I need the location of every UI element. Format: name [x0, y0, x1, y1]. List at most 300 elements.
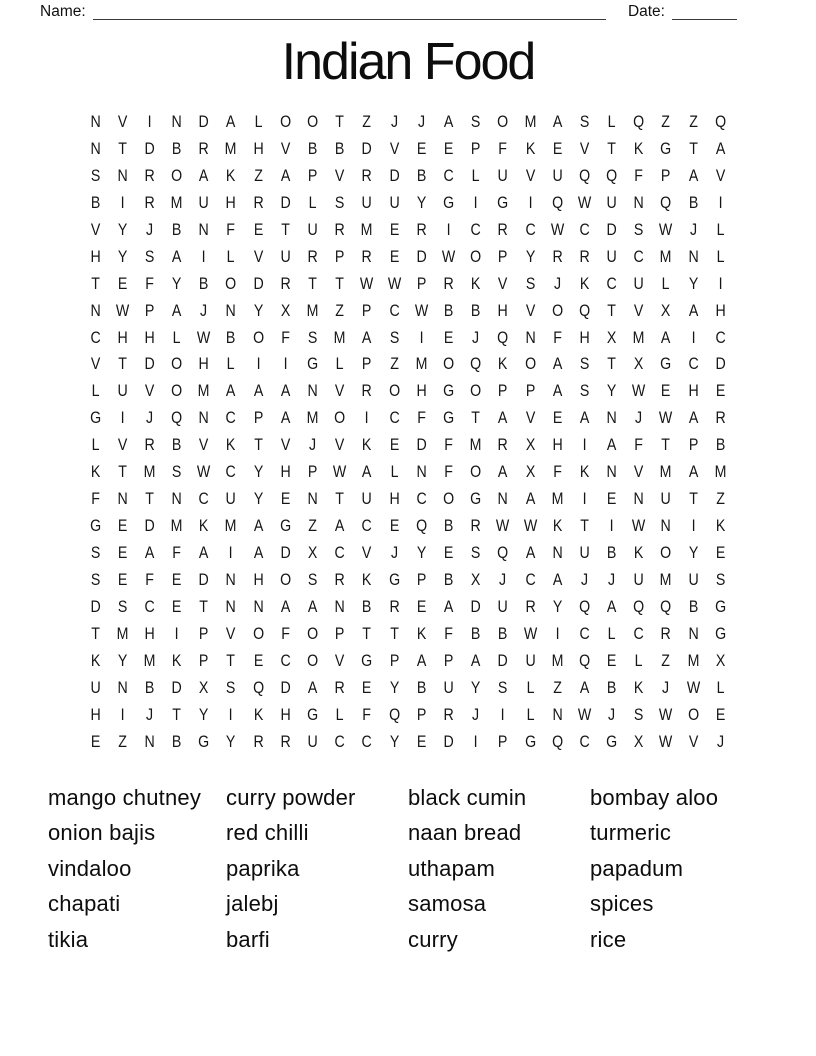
grid-letter: F — [281, 328, 290, 347]
grid-letter: W — [333, 463, 347, 482]
grid-letter: E — [443, 328, 454, 347]
grid-letter: I — [500, 705, 505, 724]
grid-letter: F — [172, 544, 181, 562]
grid-letter: T — [226, 651, 236, 670]
grid-letter: N — [198, 409, 209, 428]
grid-letter: A — [362, 328, 372, 347]
grid-letter: H — [253, 139, 264, 158]
grid-letter: B — [335, 139, 345, 158]
grid-letter: A — [280, 166, 291, 185]
word-list-item: samosa — [408, 891, 487, 916]
word-list-item: tikia — [48, 926, 89, 952]
grid-letter: R — [361, 247, 373, 266]
grid-letter: F — [362, 705, 372, 724]
grid-letter: N — [633, 193, 644, 212]
grid-letter: H — [144, 328, 155, 347]
grid-letter: G — [470, 490, 482, 509]
grid-letter: M — [306, 301, 319, 320]
grid-letter: U — [497, 166, 509, 185]
grid-letter: O — [307, 624, 319, 643]
word-list-item: paprika — [226, 855, 300, 881]
grid-letter: O — [171, 355, 183, 374]
grid-letter: E — [117, 517, 128, 536]
grid-letter: R — [280, 732, 291, 751]
grid-letter: E — [416, 732, 427, 751]
grid-letter: P — [525, 382, 535, 401]
grid-letter: B — [171, 732, 182, 751]
grid-letter: X — [661, 301, 671, 320]
grid-letter: S — [389, 328, 399, 347]
grid-letter: U — [307, 732, 318, 751]
grid-letter: Q — [497, 544, 509, 562]
grid-letter: D — [280, 678, 291, 697]
grid-letter: L — [526, 678, 535, 697]
grid-letter: J — [390, 113, 398, 131]
grid-letter: A — [307, 678, 318, 697]
grid-letter: M — [714, 463, 727, 482]
grid-letter: B — [226, 328, 236, 347]
grid-letter: T — [661, 436, 671, 455]
grid-letter: U — [361, 490, 373, 509]
grid-letter: W — [632, 517, 646, 536]
grid-letter: W — [577, 193, 592, 212]
grid-letter: U — [524, 651, 536, 670]
grid-letter: T — [335, 113, 345, 131]
grid-letter: C — [633, 247, 644, 266]
grid-letter: X — [199, 678, 209, 697]
grid-letter: N — [688, 247, 699, 266]
grid-letter: R — [144, 193, 155, 212]
grid-letter: K — [498, 355, 508, 374]
grid-letter: G — [443, 382, 455, 401]
grid-letter: G — [388, 570, 400, 589]
grid-letter: C — [225, 463, 237, 482]
grid-letter: M — [170, 517, 183, 536]
grid-letter: Y — [416, 544, 427, 562]
grid-letter: E — [253, 220, 263, 239]
grid-letter: A — [470, 651, 481, 670]
grid-row — [82, 163, 735, 190]
grid-letter: Z — [688, 113, 698, 131]
grid-letter: Y — [606, 382, 617, 401]
grid-letter: I — [256, 355, 261, 374]
grid-letter: P — [199, 624, 209, 643]
grid-letter: C — [144, 597, 155, 616]
grid-letter: P — [144, 301, 155, 320]
grid-letter: O — [279, 570, 291, 589]
grid-letter: U — [361, 193, 373, 212]
grid-letter: N — [606, 463, 617, 482]
grid-letter: C — [606, 274, 617, 293]
grid-letter: E — [715, 705, 726, 724]
grid-letter: U — [579, 544, 590, 562]
grid-letter: K — [579, 463, 590, 482]
grid-letter: V — [335, 382, 345, 401]
grid-letter: C — [334, 544, 345, 562]
grid-letter: M — [551, 490, 564, 509]
grid-letter: A — [606, 436, 617, 455]
grid-letter: H — [280, 705, 291, 724]
grid-letter: Y — [117, 247, 128, 266]
grid-letter: S — [579, 382, 590, 401]
grid-letter: C — [470, 220, 481, 239]
grid-letter: P — [498, 732, 508, 751]
grid-letter: H — [89, 247, 101, 266]
grid-letter: V — [280, 436, 291, 455]
grid-letter: D — [389, 166, 400, 185]
grid-letter: I — [555, 624, 560, 643]
grid-letter: G — [279, 517, 291, 536]
word-list-item: onion bajis — [48, 820, 156, 845]
grid-letter: E — [389, 517, 399, 536]
grid-letter: J — [580, 570, 589, 589]
date-blank-line — [672, 6, 737, 20]
grid-letter: F — [444, 624, 453, 643]
grid-letter: I — [229, 544, 234, 562]
grid-letter: Q — [551, 193, 563, 212]
grid-letter: P — [335, 247, 345, 266]
grid-row — [82, 594, 735, 621]
grid-letter: A — [688, 409, 698, 428]
grid-letter: Q — [633, 113, 645, 131]
grid-row — [82, 540, 735, 567]
grid-letter: C — [280, 651, 291, 670]
grid-letter: K — [90, 463, 100, 482]
grid-letter: F — [444, 436, 453, 455]
grid-letter: X — [634, 355, 644, 374]
grid-letter: T — [172, 705, 181, 724]
name-blank-line — [93, 6, 606, 20]
grid-letter: E — [443, 544, 454, 562]
grid-letter: Y — [416, 193, 427, 212]
grid-letter: N — [552, 705, 563, 724]
grid-letter: E — [606, 651, 617, 670]
grid-letter: I — [473, 732, 478, 751]
grid-letter: N — [225, 301, 237, 320]
grid-letter: I — [582, 436, 587, 455]
grid-letter: V — [525, 166, 535, 185]
grid-letter: E — [715, 382, 726, 401]
grid-letter: L — [716, 678, 725, 697]
grid-letter: B — [688, 193, 698, 212]
grid-letter: R — [307, 247, 318, 266]
grid-letter: A — [661, 328, 671, 347]
grid-letter: N — [117, 166, 128, 185]
grid-letter: C — [443, 166, 454, 185]
grid-letter: T — [308, 274, 317, 293]
grid-letter: G — [89, 409, 101, 428]
grid-letter: S — [307, 570, 318, 589]
grid-letter: C — [633, 624, 644, 643]
grid-letter: Y — [688, 274, 698, 293]
grid-letter: K — [634, 678, 644, 697]
grid-letter: A — [307, 597, 318, 616]
grid-letter: I — [473, 193, 478, 212]
grid-letter: O — [307, 651, 319, 670]
grid-letter: W — [523, 624, 537, 643]
grid-letter: M — [551, 651, 564, 670]
grid-letter: N — [89, 139, 101, 158]
grid-letter: Q — [606, 166, 618, 185]
grid-letter: A — [253, 517, 263, 536]
grid-letter: S — [498, 678, 508, 697]
grid-letter: M — [660, 570, 672, 589]
grid-letter: W — [659, 409, 673, 428]
grid-row — [82, 109, 735, 136]
word-list-item: vindaloo — [48, 855, 132, 881]
word-list-item: chapati — [48, 891, 121, 916]
grid-letter: N — [660, 517, 672, 536]
grid-letter: J — [145, 220, 154, 239]
grid-letter: V — [199, 436, 209, 455]
grid-letter: N — [171, 113, 182, 131]
grid-letter: A — [171, 301, 182, 320]
grid-letter: O — [470, 463, 482, 482]
grid-letter: C — [688, 355, 699, 374]
grid-letter: D — [144, 139, 155, 158]
grid-letter: Z — [552, 678, 562, 697]
grid-letter: P — [416, 274, 427, 293]
grid-letter: R — [389, 597, 400, 616]
grid-letter: B — [443, 517, 454, 536]
grid-letter: G — [497, 193, 509, 212]
grid-letter: K — [715, 517, 726, 536]
grid-letter: O — [252, 328, 264, 347]
grid-letter: F — [552, 463, 562, 482]
grid-letter: I — [174, 624, 179, 643]
grid-letter: E — [661, 382, 671, 401]
grid-letter: T — [117, 463, 127, 482]
grid-letter: E — [389, 247, 399, 266]
grid-letter: R — [470, 517, 481, 536]
grid-letter: A — [688, 301, 698, 320]
grid-letter: I — [120, 705, 125, 724]
grid-letter: J — [472, 328, 480, 347]
grid-letter: D — [416, 436, 427, 455]
grid-letter: E — [389, 220, 399, 239]
grid-letter: R — [715, 409, 726, 428]
grid-letter: Q — [171, 409, 183, 428]
grid-letter: R — [280, 274, 291, 293]
grid-letter: N — [688, 624, 699, 643]
grid-letter: V — [144, 382, 155, 401]
grid-letter: T — [281, 220, 290, 239]
grid-row — [82, 486, 735, 513]
grid-letter: Z — [362, 113, 372, 131]
grid-letter: V — [715, 166, 726, 185]
grid-letter: P — [443, 651, 454, 670]
grid-letter: Q — [497, 328, 509, 347]
letter-grid — [82, 109, 735, 756]
grid-letter: F — [634, 166, 644, 185]
grid-letter: A — [199, 166, 209, 185]
grid-letter: M — [469, 436, 482, 455]
grid-letter: U — [307, 220, 318, 239]
grid-letter: F — [444, 463, 453, 482]
grid-letter: Y — [226, 732, 236, 751]
grid-letter: X — [307, 544, 318, 562]
grid-letter: X — [606, 328, 617, 347]
grid-letter: E — [253, 651, 263, 670]
grid-letter: L — [308, 193, 317, 212]
grid-letter: L — [526, 705, 535, 724]
grid-letter: A — [171, 247, 182, 266]
grid-letter: L — [390, 463, 399, 482]
grid-letter: K — [90, 651, 100, 670]
grid-letter: Z — [661, 651, 671, 670]
grid-letter: B — [606, 678, 617, 697]
grid-letter: N — [497, 490, 509, 509]
grid-letter: C — [579, 220, 590, 239]
grid-letter: B — [144, 678, 155, 697]
grid-letter: Z — [308, 517, 317, 536]
grid-letter: V — [335, 436, 345, 455]
grid-letter: O — [252, 624, 264, 643]
grid-letter: M — [170, 193, 183, 212]
grid-letter: Q — [714, 113, 726, 131]
grid-row — [82, 325, 735, 352]
grid-letter: C — [524, 570, 536, 589]
grid-letter: D — [715, 355, 726, 374]
grid-letter: U — [606, 193, 617, 212]
grid-letter: G — [443, 193, 455, 212]
grid-letter: F — [498, 139, 508, 158]
grid-letter: C — [524, 220, 536, 239]
grid-letter: H — [579, 328, 590, 347]
grid-letter: I — [446, 220, 451, 239]
grid-letter: P — [661, 166, 671, 185]
grid-letter: V — [335, 166, 345, 185]
grid-letter: I — [718, 274, 723, 293]
grid-letter: E — [171, 570, 182, 589]
grid-letter: B — [171, 220, 182, 239]
grid-letter: R — [361, 382, 373, 401]
grid-letter: L — [335, 705, 344, 724]
grid-letter: D — [253, 274, 264, 293]
grid-letter: W — [659, 705, 673, 724]
grid-letter: T — [607, 355, 616, 374]
grid-letter: M — [225, 517, 237, 536]
word-list-item: naan bread — [408, 820, 522, 845]
grid-letter: D — [89, 597, 101, 616]
grid-letter: N — [416, 463, 427, 482]
grid-row — [82, 729, 735, 756]
grid-letter: D — [470, 597, 481, 616]
grid-letter: N — [307, 382, 318, 401]
grid-letter: L — [716, 220, 725, 239]
grid-letter: I — [120, 409, 125, 428]
grid-letter: T — [145, 490, 154, 509]
name-label: Name: — [40, 3, 86, 20]
grid-letter: N — [225, 570, 237, 589]
grid-letter: P — [362, 355, 372, 374]
grid-letter: P — [498, 247, 508, 266]
grid-letter: X — [525, 463, 535, 482]
grid-letter: U — [280, 247, 291, 266]
grid-letter: W — [523, 517, 537, 536]
grid-letter: V — [362, 544, 372, 562]
grid-letter: M — [415, 355, 428, 374]
grid-row — [82, 702, 735, 729]
grid-letter: C — [89, 328, 101, 347]
grid-letter: U — [389, 193, 400, 212]
grid-letter: Z — [335, 301, 345, 320]
grid-letter: V — [634, 463, 644, 482]
grid-letter: I — [419, 328, 424, 347]
grid-letter: E — [117, 274, 128, 293]
grid-letter: S — [171, 463, 182, 482]
grid-letter: G — [660, 139, 672, 158]
grid-letter: D — [198, 113, 209, 131]
grid-letter: S — [90, 166, 100, 185]
grid-letter: W — [197, 463, 211, 482]
grid-letter: R — [524, 597, 536, 616]
grid-letter: R — [334, 570, 345, 589]
grid-letter: A — [443, 113, 454, 131]
grid-letter: M — [333, 328, 346, 347]
puzzle-title: Indian Food — [281, 33, 535, 91]
grid-letter: A — [280, 382, 291, 401]
grid-letter: C — [198, 490, 209, 509]
grid-letter: L — [471, 166, 480, 185]
grid-letter: W — [496, 517, 510, 536]
grid-letter: C — [579, 732, 590, 751]
grid-letter: N — [225, 597, 237, 616]
grid-letter: N — [606, 409, 617, 428]
grid-letter: C — [416, 490, 427, 509]
grid-letter: S — [579, 355, 590, 374]
grid-letter: O — [497, 113, 509, 131]
grid-letter: E — [171, 597, 182, 616]
grid-letter: T — [471, 409, 481, 428]
grid-letter: R — [361, 166, 373, 185]
grid-letter: A — [606, 597, 617, 616]
grid-letter: A — [335, 517, 345, 536]
word-list-item: rice — [590, 926, 627, 952]
grid-letter: R — [253, 732, 264, 751]
grid-row — [82, 136, 735, 163]
grid-letter: E — [416, 139, 427, 158]
grid-letter: R — [497, 436, 509, 455]
grid-letter: V — [525, 301, 535, 320]
grid-letter: S — [634, 705, 644, 724]
grid-letter: O — [388, 382, 400, 401]
grid-row — [82, 621, 735, 648]
grid-letter: G — [89, 517, 101, 536]
grid-letter: T — [688, 490, 698, 509]
grid-letter: E — [715, 544, 726, 562]
grid-letter: O — [171, 382, 183, 401]
grid-letter: E — [552, 139, 563, 158]
grid-letter: U — [552, 166, 563, 185]
grid-letter: L — [662, 274, 670, 293]
grid-letter: D — [443, 732, 454, 751]
grid-row — [82, 190, 735, 217]
grid-letter: F — [226, 220, 236, 239]
grid-letter: K — [199, 517, 209, 536]
grid-letter: Q — [551, 732, 563, 751]
grid-letter: A — [715, 139, 726, 158]
grid-letter: D — [198, 570, 209, 589]
grid-letter: S — [90, 544, 100, 562]
grid-letter: S — [144, 247, 155, 266]
grid-letter: D — [606, 220, 617, 239]
grid-letter: R — [198, 139, 209, 158]
grid-letter: O — [660, 544, 672, 562]
grid-letter: P — [253, 409, 263, 428]
grid-letter: C — [579, 624, 590, 643]
grid-letter: F — [552, 328, 562, 347]
